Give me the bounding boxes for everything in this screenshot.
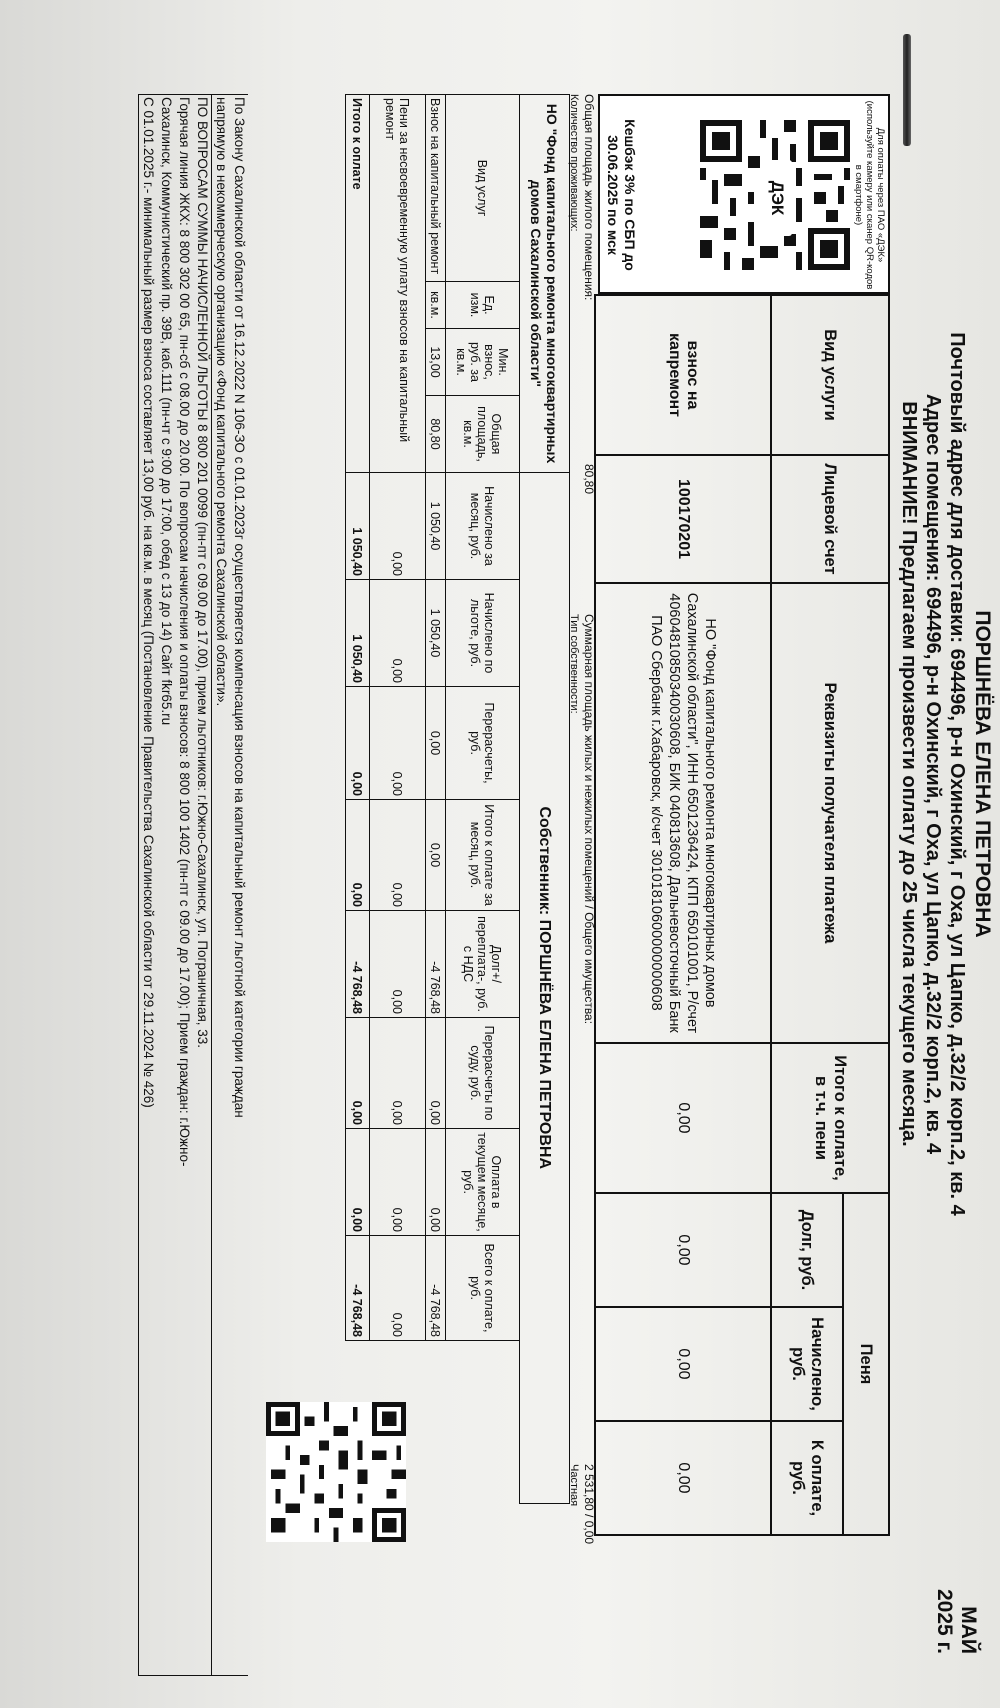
row-min-fee: 13,00 [426,329,446,396]
td-debt: 0,00 [595,1193,771,1307]
owner-title: Собственник: ПОРШНЁВА ЕЛЕНА ПЕТРОВНА [520,473,570,1504]
row-recalc: 0,00 [426,687,446,800]
table-row [426,95,446,1504]
totals-label: Итого к оплате [346,95,370,473]
col-court-recalc: Перерасчеты по суду, руб. [446,1018,520,1129]
living-area-label: Общая площадь жилого помещения: [582,94,596,301]
row-benefit: 1 050,40 [426,580,446,687]
row-paid: 0,00 [370,1129,426,1236]
row-benefit: 0,00 [370,580,426,687]
th-requisites: Реквизиты получателя платежа [771,583,889,1043]
row-debt: 0,00 [370,911,426,1018]
footer-line: По Закону Сахалинской области от 16.12.2022 N 106-ЗО с 01.01.2023г осуществляется компенсация взносов на капитальный ремонт льготной категории граждан [232,97,247,1118]
row-total: -4 768,48 [426,1236,446,1341]
billing-period [932,1589,980,1654]
footer-line: напрямую в некоммерческую организацию «Фонд капитального ремонта Сахалинской области». [211,95,230,1675]
totals-total: -4 768,48 [346,1236,370,1341]
th-account: Лицевой счет [771,455,889,583]
totals-paid: 0,00 [346,1129,370,1236]
living-area [582,94,596,300]
charges-table [345,94,570,1504]
billing-year: 2025 г. [933,1588,956,1654]
th-to-pay: К оплате, руб. [771,1421,843,1535]
th-debt: Долг, руб. [771,1193,843,1307]
totals-debt: -4 768,48 [346,911,370,1018]
th-total-incl-penalty: Итого к оплате, в т.ч. пени [771,1043,889,1193]
table-row [370,95,426,1504]
totals-accrued: 1 050,40 [346,473,370,580]
td-requisites: НО "Фонд капитального ремонта многоквартирных домов Сахалинской области", ИНН 6501236424, КПП 650101001, Р/счет 40604810850340030608, БИК 040813608, Дальневосточный Банк ПАО Сбербанк г.Хабаровск, к/счет 30101810600000000608 [595,583,771,1043]
row-court-recalc: 0,00 [370,1018,426,1129]
row-accrued: 1 050,40 [426,473,446,580]
row-total: 0,00 [370,1236,426,1341]
qr-code-icon[interactable] [266,1402,406,1542]
qr-payment-box [598,94,890,294]
row-area: 80,80 [426,396,446,473]
footer-line: ПО ВОПРОСАМ СУММЫ НАЧИСЛЕННОЙ ЛЬГОТЫ 8 800 201 0099 (пн-пт с 09.00 до 17.00), прием льготников: г.Южно-Сахалинск, ул. Пограничная, 33. [195,97,210,1049]
col-paid: Оплата в текущем месяце, руб. [446,1129,520,1236]
totals-recalc: 0,00 [346,687,370,800]
org-title: НО "Фонд капитального ремонта многоквартирных домов Сахалинской области" [520,95,570,473]
ownership-value: Частная [568,1464,580,1507]
footer-line: Сахалинск, Коммунистический пр. 39В, каб.111 (пн-чт с 9:00 до 17:00, обед с 13 до 14) Сайт fkr65.ru [159,97,174,726]
col-month-total: Итого к оплате за месяц, руб. [446,800,520,911]
row-service: Взнос на капитальный ремонт [426,95,446,282]
row-service: Пени за несвоевременную уплату взносов на капитальный ремонт [370,95,426,473]
row-court-recalc: 0,00 [426,1018,446,1129]
col-recalc: Перерасчеты, руб. [446,687,520,800]
footer-line: Горячая линия ЖКХ: 8 800 302 00 65, пн-сб с 08.00 до 20.00. По вопросам начисления и оплаты взносов: 8 800 100 1402 (пн-пт с 09.00 до 17.00); Прием граждан: г.Южно- [177,97,192,1167]
footer-notes [138,94,248,1676]
footer-line: С 01.01.2025 г.- минимальный размер взноса составляет 13,00 руб. на кв.м. в месяц (Постановление Правительства Сахалинской области от 29.11.2024 № 426) [141,97,156,1108]
col-debt: Долг+/переплата-, руб. с НДС [446,911,520,1018]
residents-label: Количество проживающих: [568,94,580,232]
total-area-value: 2 531,80 / 0,00 [582,1464,596,1545]
total-area-label: Суммарная площадь жилых и нежилых помещений / Общего имущества: [582,614,596,1025]
ownership-label: Тип собственности: [568,614,580,714]
col-benefit: Начислено по льготе, руб. [446,580,520,687]
requisites-row [595,295,771,1535]
col-unit: Ед. изм. [446,282,520,329]
totals-court-recalc: 0,00 [346,1018,370,1129]
row-debt: -4 768,48 [426,911,446,1018]
totals-row [346,95,370,1504]
col-area: Общая площадь, кв.м. [446,396,520,473]
billing-month: МАЙ [957,1606,980,1654]
col-accrued: Начислено за месяц, руб. [446,473,520,580]
postal-address: Почтовый адрес для доставки: 694496, р-н Охинский, г Оха, ул Цапко, д.32/2 корп.2, кв. 4 [946,332,968,1216]
td-account: 100170201 [595,455,771,583]
premises-address: Адрес помещения: 694496, р-н Охинский, г Оха, ул Цапко, д.32/2 корп.2, кв. 4 [922,393,944,1155]
row-recalc: 0,00 [370,687,426,800]
td-accrued: 0,00 [595,1307,771,1421]
row-month-total: 0,00 [426,800,446,911]
col-service: Вид услуг [446,95,520,282]
dek-logo [762,160,792,236]
recipient-name: ПОРШНЁВА ЕЛЕНА ПЕТРОВНА [971,610,994,938]
td-total-incl-penalty: 0,00 [595,1043,771,1193]
qr-note: Для оплаты через ПАО «ДЭК» (используйте камеру или сканер QR-кодов в смартфоне) [853,100,886,290]
col-total: Всего к оплате, руб. [446,1236,520,1341]
bill-page [70,24,1000,1684]
payment-requisites-table [594,294,890,1536]
row-accrued: 0,00 [370,473,426,580]
th-service: Вид услуги [771,295,889,455]
col-min-fee: Мин. взнос, руб. за кв.м. [446,329,520,396]
row-paid: 0,00 [426,1129,446,1236]
cashback-note: Кешбэк 3% по СБП до 30.06.2025 по мск [605,119,638,271]
totals-month-total: 0,00 [346,800,370,911]
td-service: взнос на капремонт [595,295,771,455]
th-accrued: Начислено, руб. [771,1307,843,1421]
attention-notice: ВНИМАНИЕ! Предлагаем произвести оплату до 25 числа текущего месяца. [898,401,920,1147]
row-unit: кв.м. [426,282,446,329]
row-month-total: 0,00 [370,800,426,911]
totals-benefit: 1 050,40 [346,580,370,687]
th-penalty-group: Пеня [843,1193,889,1535]
living-area-value: 80,80 [582,464,596,495]
td-to-pay: 0,00 [595,1421,771,1535]
dek-logo-text: ДЭК [768,180,787,216]
